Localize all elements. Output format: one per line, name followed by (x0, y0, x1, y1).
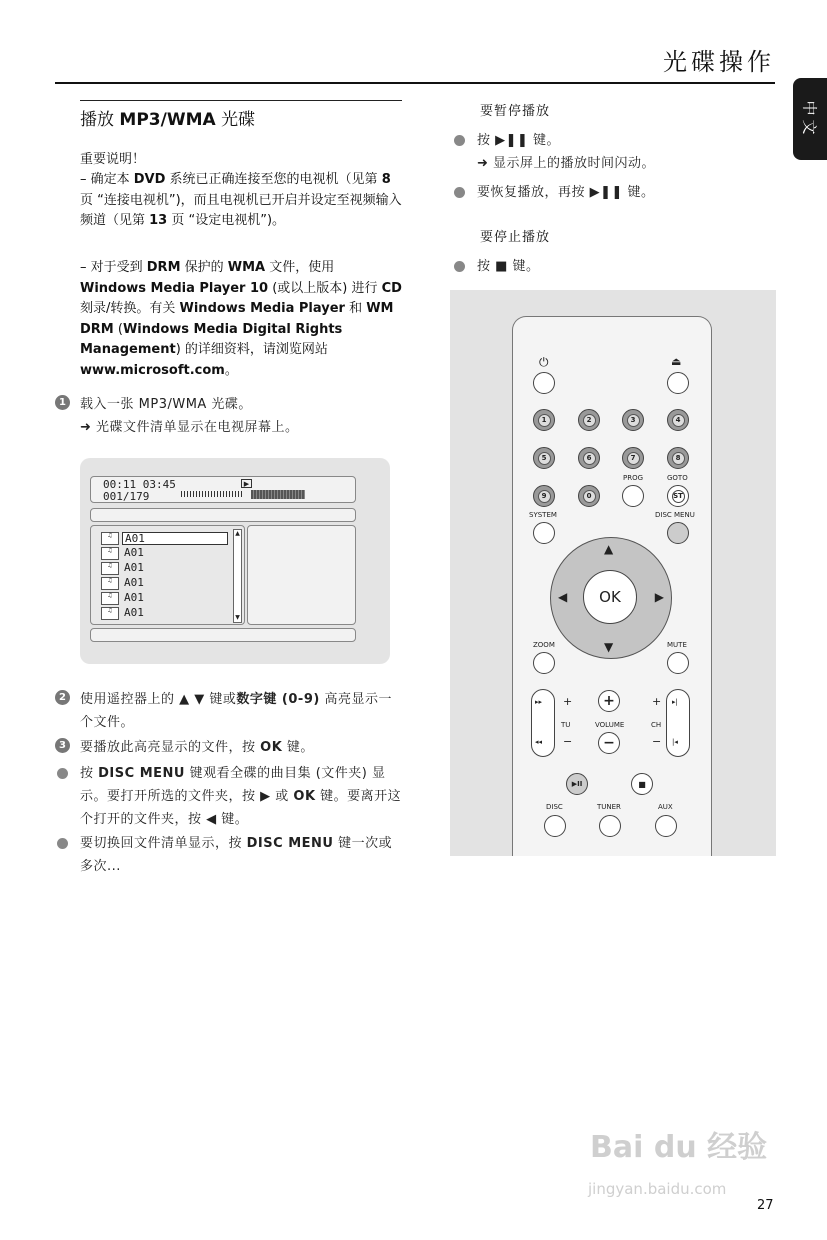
number-button-6[interactable]: 6 (578, 447, 600, 469)
mute-label: MUTE (667, 641, 687, 649)
number-button-7[interactable]: 7 (622, 447, 644, 469)
ch-minus-icon: − (652, 735, 662, 748)
number-button-9[interactable]: 9 (533, 485, 555, 507)
system-label: SYSTEM (529, 511, 557, 519)
bullet-icon (454, 187, 465, 198)
volume-label: VOLUME (595, 721, 625, 729)
status-bar (90, 476, 356, 503)
bullet-icon (57, 768, 68, 779)
navigation-pad[interactable] (550, 537, 672, 659)
list-item[interactable]: ♫ A01 (101, 546, 228, 561)
page-number: 27 (757, 1198, 774, 1213)
spectrum-icon (251, 490, 305, 499)
left-arrow-button[interactable]: ◀ (558, 590, 568, 604)
tv-screen-mockup (80, 458, 390, 664)
page-header-title: 光碟操作 (663, 48, 775, 76)
tuner-button[interactable] (599, 815, 621, 837)
note-paragraph-2: – 对于受到 DRM 保护的 WMA 文件，使用 Windows Media Player 10 (或以上版本) 进行 CD 刻录/转换。有关 Windows Media Player 和 WM DRM (Windows Media Digital Rights Management) 的详细资料，请浏览网站 www.microsoft.com。 (80, 260, 402, 378)
watermark-url: jingyan.baidu.com (588, 1180, 727, 1198)
disc-menu-label: DISC MENU (655, 511, 695, 519)
number-button-2[interactable]: 2 (578, 409, 600, 431)
tu-label: TU (561, 721, 571, 729)
music-file-icon: ♫ (101, 532, 119, 545)
watermark-logo: Bai du 经验 (590, 1130, 768, 1165)
prog-button[interactable] (622, 485, 644, 507)
pause-instruction: 按 ▶❚❚ 键。 ➜ 显示屏上的播放时间闪动。 (452, 129, 772, 175)
time-display: 00:11 03:45 (103, 478, 176, 491)
list-item[interactable]: ♫ A01 (101, 576, 228, 591)
channel-rocker[interactable] (666, 689, 690, 757)
music-file-icon: ♫ (101, 562, 119, 575)
track-counter: 001/179 (103, 490, 150, 503)
volume-down-button[interactable]: − (598, 732, 620, 754)
step-number-badge: 3 (55, 738, 70, 753)
section-rule (80, 100, 402, 101)
list-item[interactable]: ♫ A01 (101, 606, 228, 621)
stop-heading: 要停止播放 (480, 230, 551, 245)
music-file-icon: ♫ (101, 547, 119, 560)
power-icon: ⏻ (539, 355, 549, 369)
level-meter-icon (181, 491, 243, 497)
music-file-icon: ♫ (101, 577, 119, 590)
bullet-return-list: 要切换回文件清单显示，按 DISC MENU 键一次或多次... (55, 832, 405, 878)
eject-button[interactable] (667, 372, 689, 394)
step-number-badge: 2 (55, 690, 70, 705)
system-button[interactable] (533, 522, 555, 544)
tu-minus-icon: − (563, 735, 573, 748)
rewind-icon: ◂◂ (535, 738, 543, 746)
tu-plus-icon: + (563, 695, 573, 708)
preview-pane (247, 525, 356, 625)
note-heading: 重要说明！ (80, 152, 146, 167)
scrollbar[interactable] (233, 529, 242, 623)
number-button-8[interactable]: 8 (667, 447, 689, 469)
zoom-label: ZOOM (533, 641, 555, 649)
previous-icon: |◂ (672, 738, 678, 746)
number-button-3[interactable]: 3 (622, 409, 644, 431)
bullet-icon (454, 261, 465, 272)
list-item[interactable]: ♫ A01 (101, 591, 228, 606)
music-file-icon: ♫ (101, 592, 119, 605)
info-bar (90, 508, 356, 522)
eject-icon: ⏏ (671, 355, 682, 368)
disc-label: DISC (546, 803, 563, 811)
ch-label: CH (651, 721, 662, 729)
skip-rocker[interactable] (531, 689, 555, 757)
scroll-down-icon: ▼ (235, 614, 240, 621)
prog-label: PROG (623, 474, 644, 482)
ok-button[interactable]: OK (583, 570, 637, 624)
down-arrow-button[interactable]: ▼ (604, 640, 614, 654)
scroll-up-icon: ▲ (235, 530, 240, 537)
bullet-icon (57, 838, 68, 849)
bullet-icon (454, 135, 465, 146)
list-item[interactable]: ♫ A01 (101, 561, 228, 576)
disc-menu-button[interactable] (667, 522, 689, 544)
section-title: 播放 MP3/WMA 光碟 (80, 110, 256, 130)
next-icon: ▸| (672, 698, 678, 706)
volume-up-button[interactable]: + (598, 690, 620, 712)
bullet-disc-menu: 按 DISC MENU 键观看全碟的曲目集 (文件夹) 显示。要打开所选的文件夹，按 ▶ 或 OK 键。要离开这个打开的文件夹，按 ◀ 键。 (55, 762, 405, 831)
ch-plus-icon: + (652, 695, 662, 708)
step-2: 2 使用遥控器上的 ▲ ▼ 键或数字键 (0-9) 高亮显示一个文件。 (55, 688, 405, 734)
play-pause-button[interactable]: ▶II (566, 773, 588, 795)
number-button-0[interactable]: 0 (578, 485, 600, 507)
play-icon: ▶ (241, 479, 252, 488)
stop-instruction: 按 ■ 键。 (452, 255, 772, 278)
note-paragraph-1: – 确定本 DVD 系统已正确连接至您的电视机（见第 8 页 “连接电视机”)，而且电视机已开启并设定至视频输入频道（见第 13 页 “设定电视机”)。 (80, 172, 402, 228)
goto-button[interactable]: ST (667, 485, 689, 507)
number-button-4[interactable]: 4 (667, 409, 689, 431)
goto-label: GOTO (667, 474, 688, 482)
tuner-label: TUNER (597, 803, 621, 811)
mute-button[interactable] (667, 652, 689, 674)
fast-forward-icon: ▸▸ (535, 698, 543, 706)
list-item[interactable]: ♫ A01 (101, 531, 228, 546)
aux-label: AUX (658, 803, 673, 811)
header-rule (55, 82, 775, 84)
step-3: 3 要播放此高亮显示的文件，按 OK 键。 (55, 736, 405, 759)
power-button[interactable] (533, 372, 555, 394)
bottom-bar (90, 628, 356, 642)
up-arrow-button[interactable]: ▲ (604, 542, 614, 556)
aux-button[interactable] (655, 815, 677, 837)
file-list (90, 525, 245, 625)
remote-control (512, 316, 712, 856)
number-button-1[interactable]: 1 (533, 409, 555, 431)
step-number-badge: 1 (55, 395, 70, 410)
right-arrow-button[interactable]: ▶ (654, 590, 664, 604)
resume-instruction: 要恢复播放，再按 ▶❚❚ 键。 (452, 181, 772, 204)
pause-heading: 要暂停播放 (480, 104, 551, 119)
music-file-icon: ♫ (101, 607, 119, 620)
disc-button[interactable] (544, 815, 566, 837)
number-button-5[interactable]: 5 (533, 447, 555, 469)
stop-button[interactable]: ■ (631, 773, 653, 795)
zoom-button[interactable] (533, 652, 555, 674)
language-tab: 中文 (793, 78, 827, 160)
step-1: 1 载入一张 MP3/WMA 光碟。 ➜ 光碟文件清单显示在电视屏幕上。 (55, 393, 405, 439)
